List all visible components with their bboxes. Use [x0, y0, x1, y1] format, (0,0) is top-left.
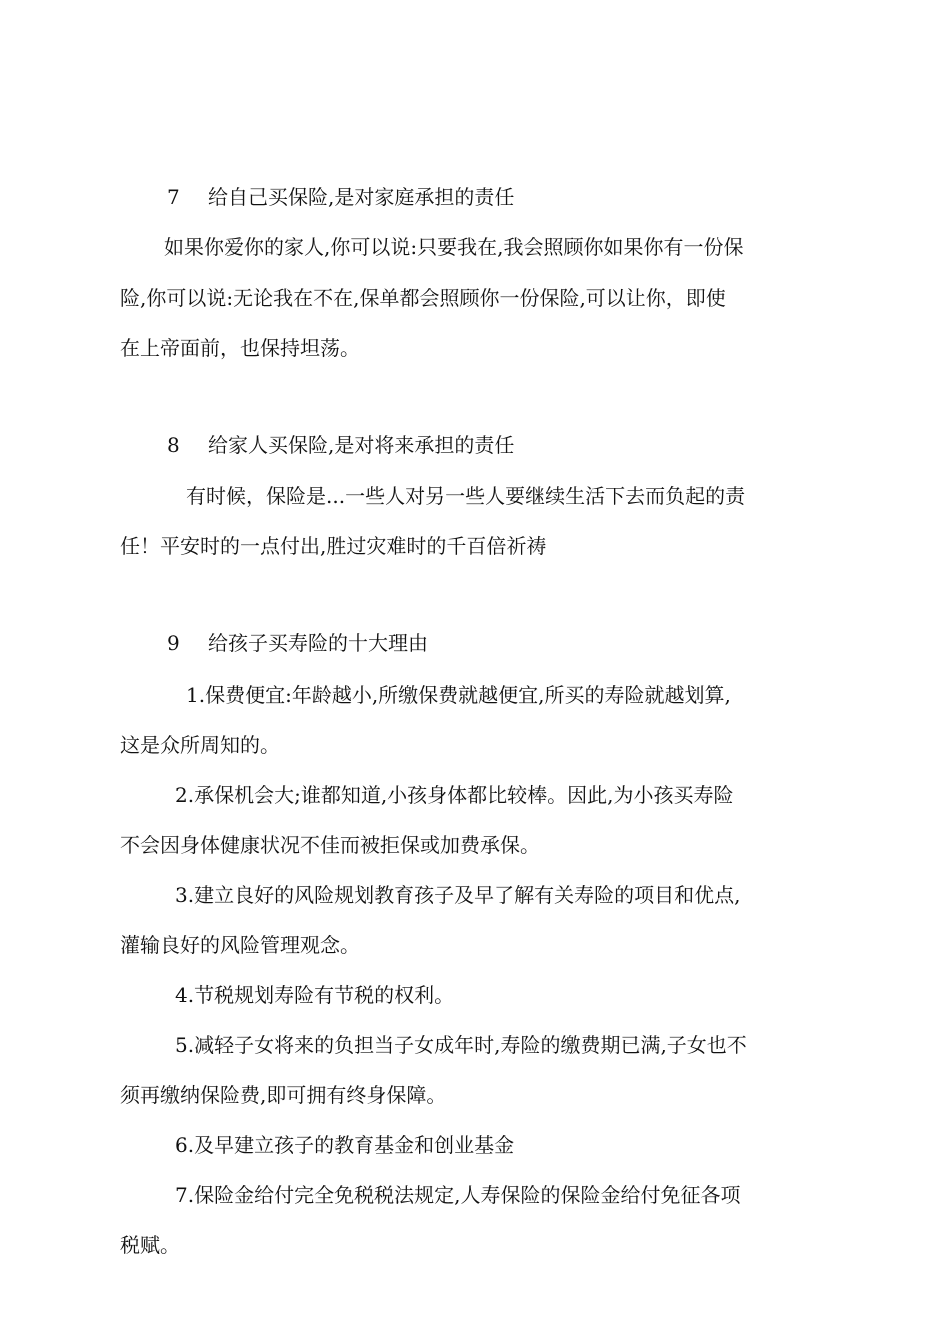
list-item-text: 7.保险金给付完全免税税法规定,人寿保险的保险金给付免征各项: [175, 1183, 741, 1207]
section-heading-text: 给自己买保险,是对家庭承担的责任: [208, 185, 515, 209]
section-heading-text: 给孩子买寿险的十大理由: [208, 631, 428, 655]
list-item-text: 6.及早建立孩子的教育基金和创业基金: [175, 1133, 515, 1157]
section-number: 9: [167, 631, 180, 655]
list-item-text: 须再缴纳保险费,即可拥有终身保障。: [120, 1083, 447, 1107]
section-number: 8: [167, 433, 180, 457]
paragraph-line-text: 如果你爱你的家人,你可以说:只要我在,我会照顾你如果你有一份保: [164, 235, 744, 259]
paragraph-line-text: 在上帝面前，也保持坦荡。: [120, 336, 360, 360]
list-item-text: 5.减轻子女将来的负担当子女成年时,寿险的缴费期已满,子女也不: [175, 1033, 747, 1057]
list-item-text: 灌输良好的风险管理观念。: [120, 933, 360, 957]
list-item-text: 税赋。: [120, 1233, 180, 1257]
list-item-text: 这是众所周知的。: [120, 733, 280, 757]
section-number: 7: [167, 185, 180, 209]
paragraph-line-text: 险,你可以说:无论我在不在,保单都会照顾你一份保险,可以让你，即使: [120, 286, 726, 310]
list-item-text: 1.保费便宜:年龄越小,所缴保费就越便宜,所买的寿险就越划算,: [186, 683, 731, 707]
list-item-text: 4.节税规划寿险有节税的权利。: [175, 983, 455, 1007]
list-item-text: 3.建立良好的风险规划教育孩子及早了解有关寿险的项目和优点,: [175, 883, 741, 907]
section-heading-text: 给家人买保险,是对将来承担的责任: [208, 433, 515, 457]
list-item-text: 2.承保机会大;谁都知道,小孩身体都比较棒。因此,为小孩买寿险: [175, 783, 734, 807]
list-item-text: 不会因身体健康状况不佳而被拒保或加费承保。: [120, 833, 540, 857]
paragraph-line-text: 任！平安时的一点付出,胜过灾难时的千百倍祈祷: [120, 534, 547, 558]
paragraph-line-text: 有时候，保险是...一些人对另一些人要继续生活下去而负起的责: [186, 484, 746, 508]
